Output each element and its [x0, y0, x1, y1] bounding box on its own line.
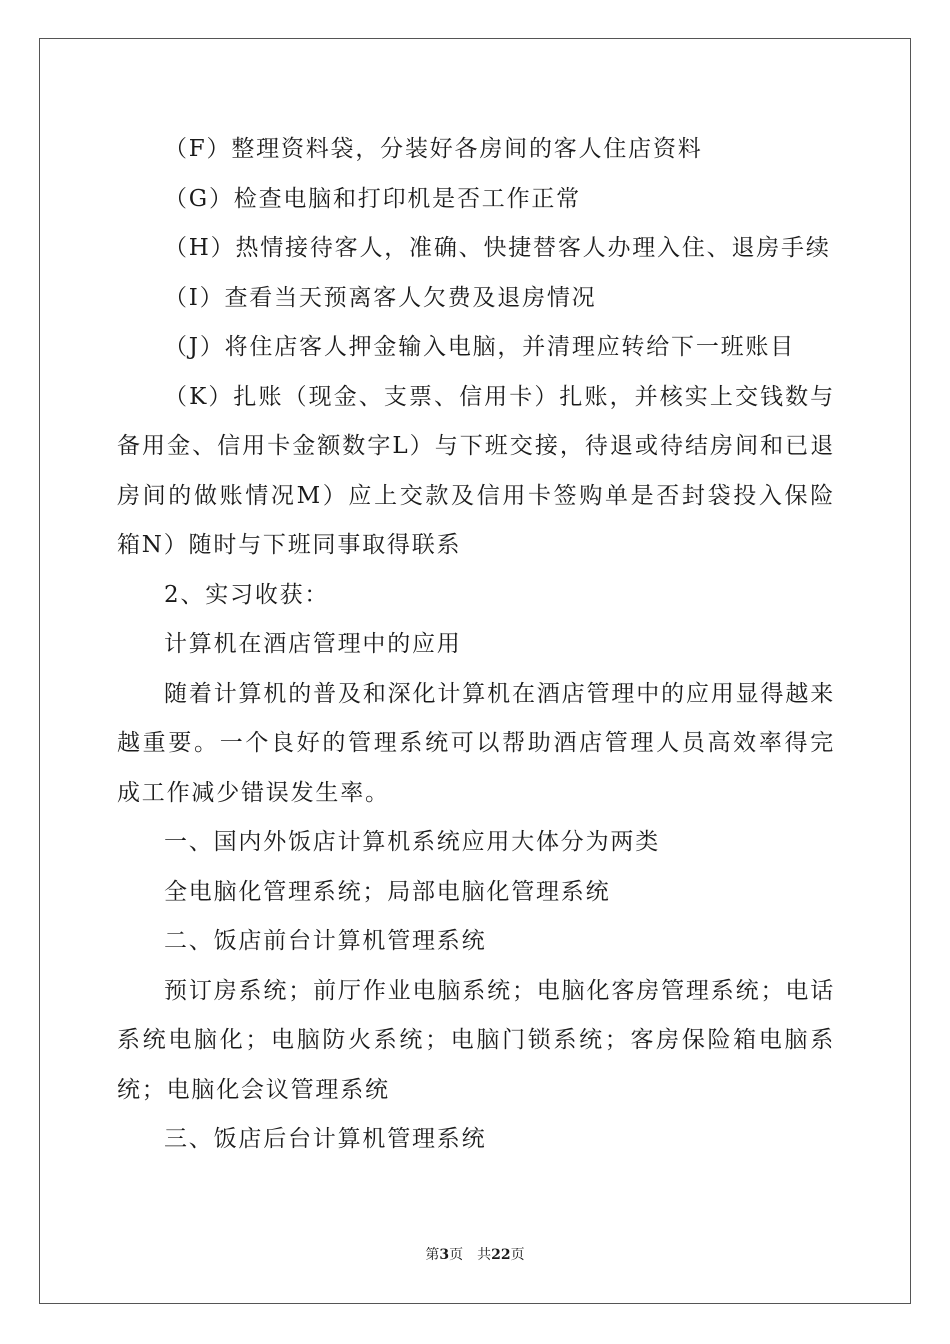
paragraph-j: （J）将住店客人押金输入电脑，并清理应转给下一班账目 [164, 334, 796, 360]
paragraph-h: （H）热情接待客人，准确、快捷替客人办理入住、退房手续 [164, 235, 831, 261]
total-suffix: 页 [510, 1247, 525, 1263]
page-footer [0, 1245, 950, 1265]
paragraph-f: （F）整理资料袋，分装好各房间的客人住店资料 [164, 136, 703, 162]
heading-two: 二、饭店前台计算机管理系统 [164, 928, 487, 954]
page-number: 3 [439, 1247, 450, 1263]
paragraph-intro: 随着计算机的普及和深化计算机在酒店管理中的应用显得越来越重要。一个良好的管理系统可以帮助酒店管理人员高效率得完成工作减少错误发生率。 [117, 680, 835, 806]
paragraph-front-systems: 预订房系统；前厅作业电脑系统；电脑化客房管理系统；电话系统电脑化；电脑防火系统；电脑门锁系统；客房保险箱电脑系统；电脑化会议管理系统 [117, 977, 835, 1103]
total-pages: 22 [491, 1247, 511, 1263]
paragraph-g: （G）检查电脑和打印机是否工作正常 [164, 185, 581, 212]
total-prefix: 共 [477, 1247, 492, 1263]
page-suffix: 页 [449, 1247, 464, 1263]
paragraph-i: （I）查看当天预离客人欠费及退房情况 [164, 284, 597, 311]
section-heading-internship-gains: 2、实习收获： [164, 581, 330, 608]
document-body [117, 125, 835, 1165]
paragraph-system-types: 全电脑化管理系统；局部电脑化管理系统 [164, 878, 611, 905]
heading-three: 三、饭店后台计算机管理系统 [164, 1126, 487, 1152]
paragraph-k: （K）扎账（现金、支票、信用卡）扎账，并核实上交钱数与备用金、信用卡金额数字L）与下班交接，待退或待结房间和已退房间的做账情况M）应上交款及信用卡签购单是否封袋投入保险箱N）随时与下班同事取得联系 [117, 383, 835, 558]
heading-one: 一、国内外饭店计算机系统应用大体分为两类 [164, 829, 660, 855]
page-prefix: 第 [425, 1247, 440, 1263]
subheading-computer-application: 计算机在酒店管理中的应用 [164, 631, 462, 657]
